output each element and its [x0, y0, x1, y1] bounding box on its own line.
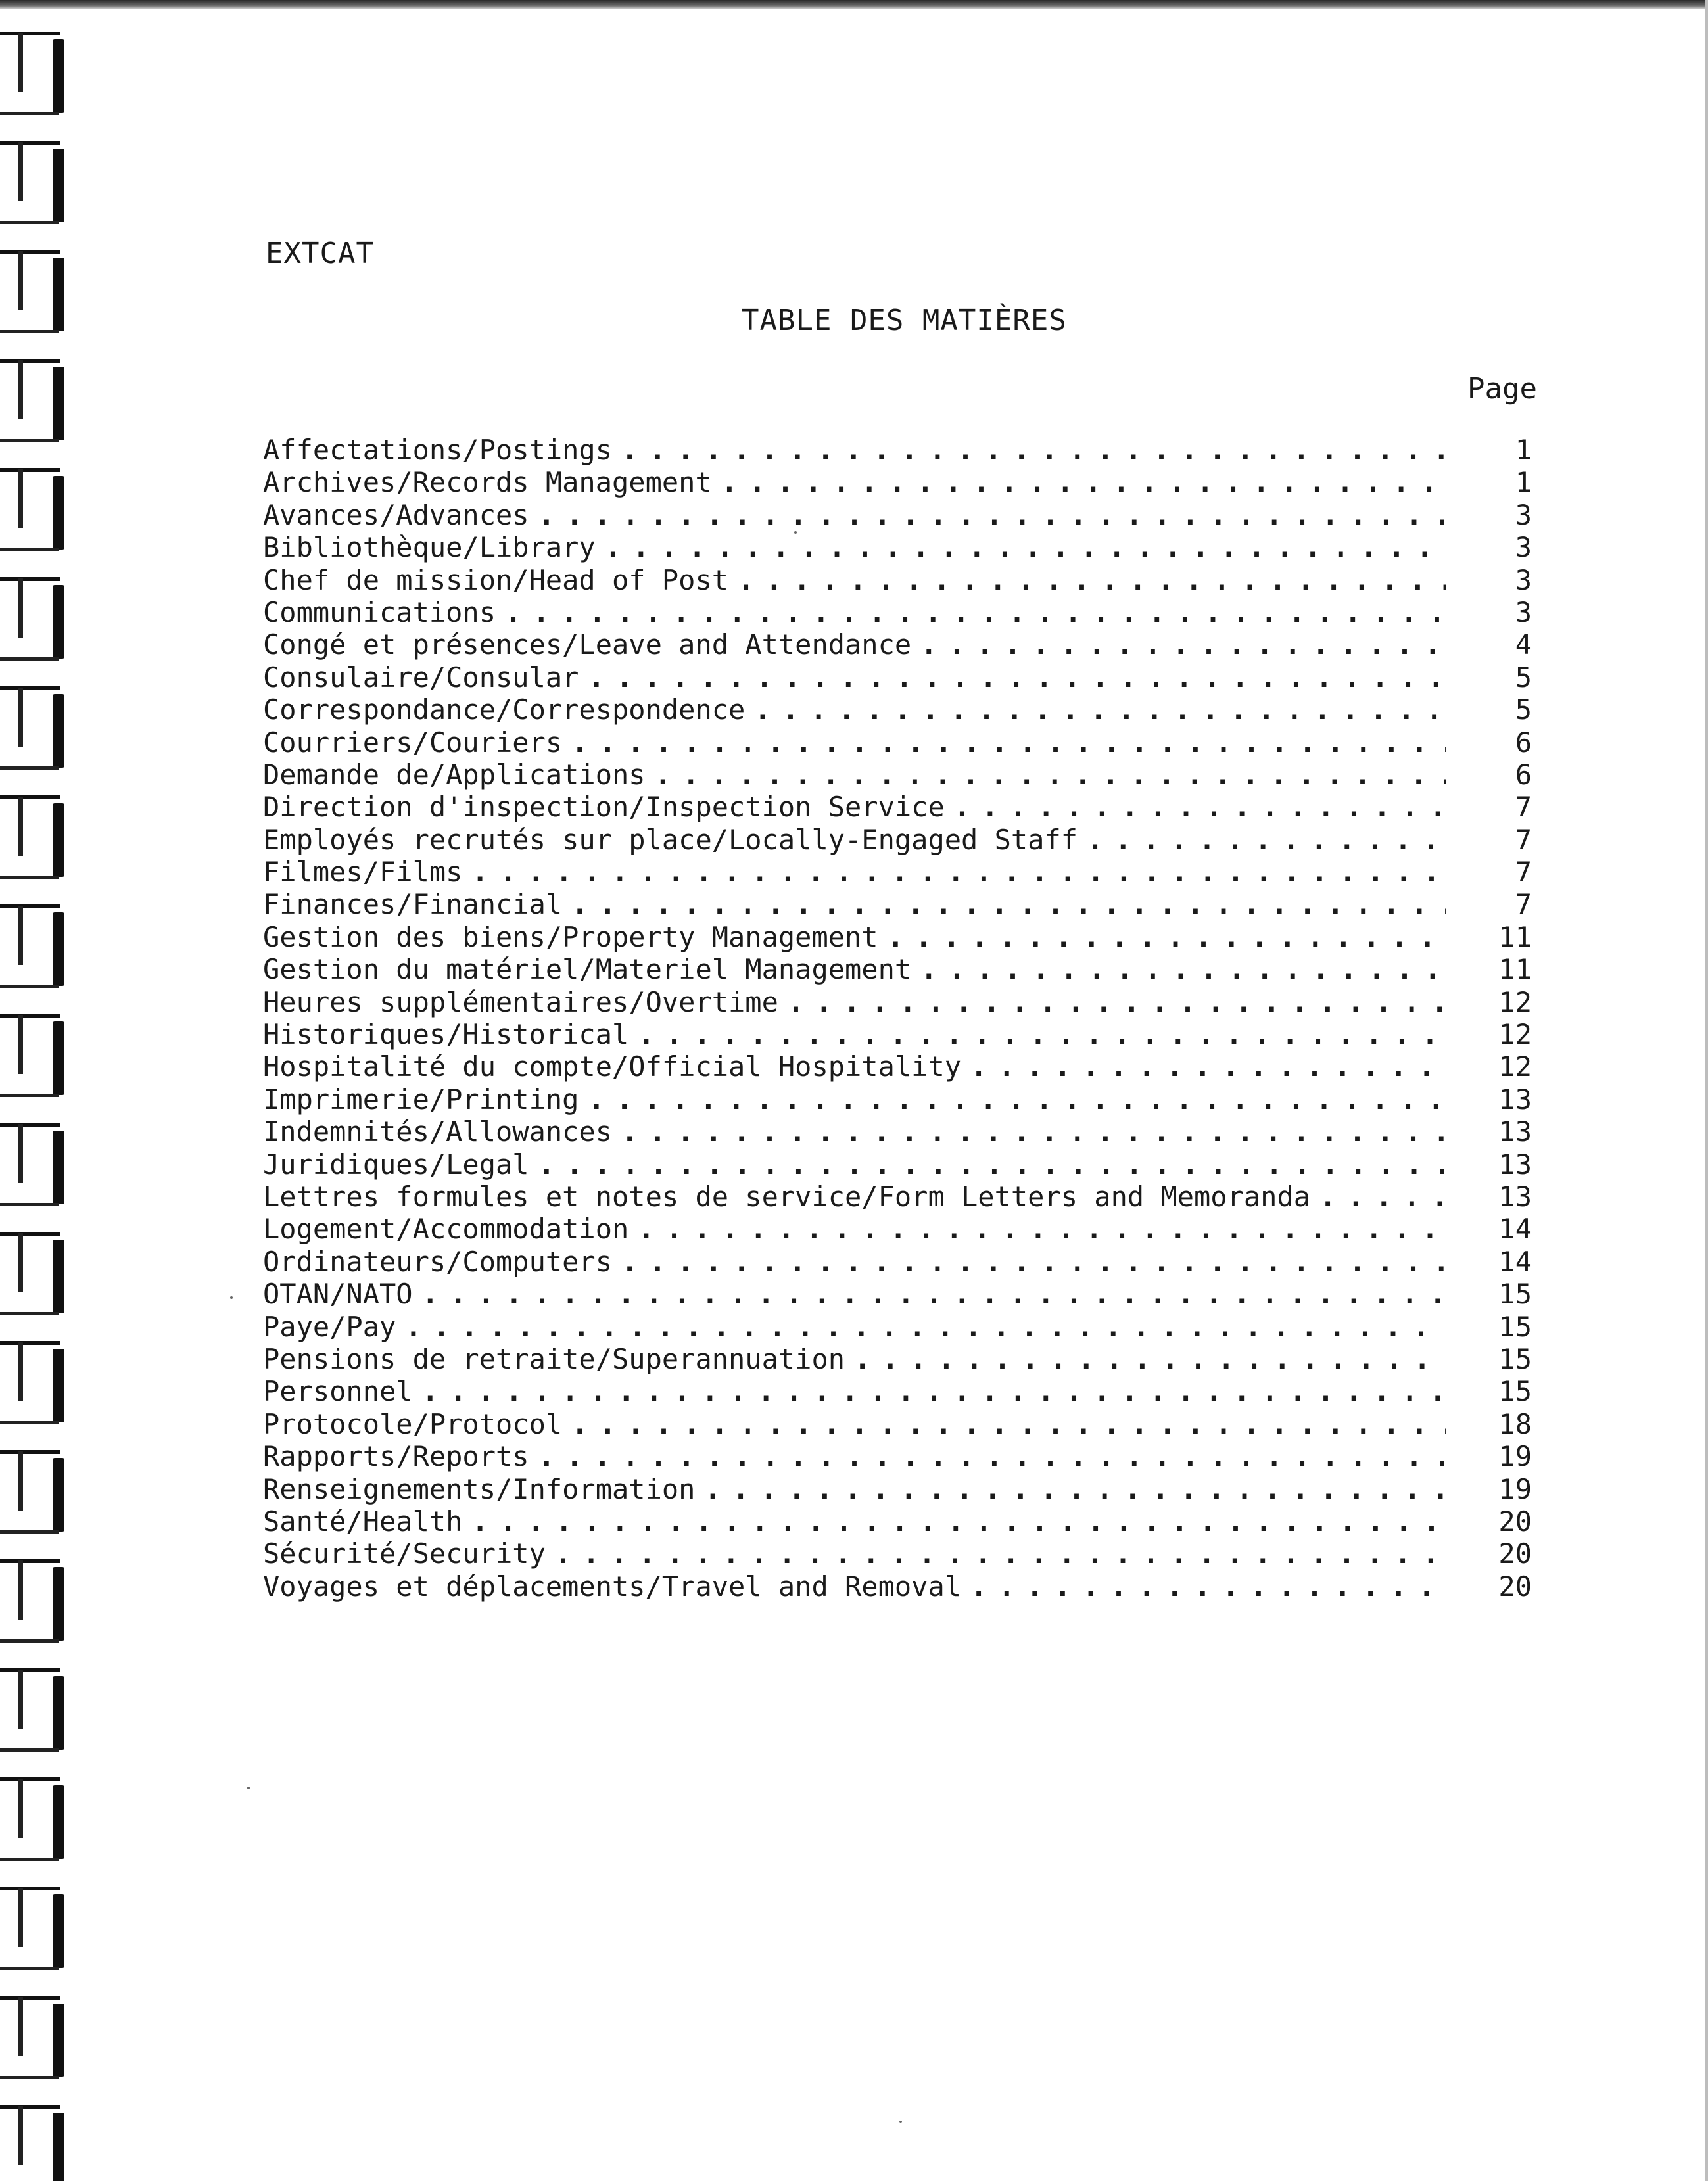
toc-entry: [263, 693, 1532, 726]
toc-entry-label: Indemnités/Allowances: [263, 1115, 613, 1148]
toc-entry-page: 13: [1498, 1180, 1532, 1213]
toc-entry-label: Bibliothèque/Library: [263, 531, 596, 564]
binding-ring: [0, 1104, 85, 1216]
binding-ring: [0, 1977, 85, 2089]
toc-entry: [263, 824, 1532, 856]
toc-entry-label: Demande de/Applications: [263, 758, 646, 791]
toc-entry: [263, 888, 1532, 920]
toc-entry-label: Logement/Accommodation: [263, 1213, 629, 1246]
toc-entry-label: Lettres formules et notes de service/Form Letters and Memoranda: [263, 1180, 1311, 1213]
toc-entry-page: 6: [1515, 758, 1532, 791]
toc-entry-label: Rapports/Reports: [263, 1440, 529, 1473]
toc-entry-page: 4: [1515, 628, 1532, 661]
binding-ring: [0, 231, 85, 343]
toc-entry: [263, 856, 1532, 888]
scan-speck: [230, 1296, 233, 1299]
toc-entry: [263, 1408, 1532, 1440]
toc-entry-label: Communications: [263, 596, 496, 628]
binding-ring: [0, 1323, 85, 1434]
toc-entry-page: 7: [1515, 856, 1532, 889]
binding-ring: [0, 777, 85, 889]
toc-entry: [263, 1050, 1532, 1083]
toc-entry-label: Employés recrutés sur place/Locally-Engaged Staff: [263, 823, 1078, 856]
dot-leader: [471, 856, 1446, 888]
toc-entry-label: Pensions de retraite/Superannuation: [263, 1342, 845, 1375]
binding-ring: [0, 1759, 85, 1871]
toc-entry: [263, 499, 1532, 531]
toc-entry: [263, 1505, 1532, 1537]
toc-entry-page: 5: [1515, 661, 1532, 693]
table-of-contents: [263, 434, 1532, 1603]
toc-entry-page: 14: [1498, 1213, 1532, 1246]
dot-leader: [638, 1018, 1446, 1050]
toc-entry: [263, 726, 1532, 759]
binding-ring: [0, 1213, 85, 1325]
binding-ring: [0, 340, 85, 452]
toc-entry-label: OTAN/NATO: [263, 1278, 413, 1311]
toc-entry-label: Gestion des biens/Property Management: [263, 920, 878, 953]
toc-entry: [263, 791, 1532, 823]
toc-entry-page: 12: [1498, 1018, 1532, 1051]
binding-ring: [0, 668, 85, 780]
toc-entry-label: Juridiques/Legal: [263, 1148, 529, 1181]
toc-entry: [263, 434, 1532, 466]
dot-leader: [588, 1083, 1446, 1115]
scan-speck: [794, 531, 797, 534]
toc-entry-page: 15: [1498, 1342, 1532, 1375]
toc-entry-label: Sécurité/Security: [263, 1537, 546, 1570]
dot-leader: [621, 1115, 1446, 1148]
binding-ring: [0, 2086, 85, 2181]
dot-leader: [638, 1213, 1446, 1245]
dot-leader: [704, 1473, 1446, 1505]
dot-leader: [754, 693, 1446, 726]
binding-ring: [0, 1650, 85, 1762]
toc-entry-page: 3: [1515, 531, 1532, 564]
toc-entry: [263, 1213, 1532, 1245]
toc-entry-label: Avances/Advances: [263, 498, 529, 531]
dot-leader: [970, 1570, 1446, 1603]
toc-entry: [263, 1181, 1532, 1213]
dot-leader: [1319, 1181, 1446, 1213]
toc-entry-page: 13: [1498, 1083, 1532, 1115]
toc-entry-label: Hospitalité du compte/Official Hospitality: [263, 1050, 962, 1083]
dot-leader: [721, 466, 1446, 498]
toc-entry-label: Santé/Health: [263, 1505, 463, 1537]
dot-leader: [571, 726, 1446, 759]
page-column-header: Page: [1467, 372, 1537, 406]
toc-entry-label: Direction d'inspection/Inspection Service: [263, 791, 945, 824]
toc-entry-page: 12: [1498, 1050, 1532, 1083]
dot-leader: [954, 791, 1446, 823]
dot-leader: [422, 1375, 1446, 1407]
toc-entry-label: Personnel: [263, 1375, 413, 1408]
dot-leader: [505, 596, 1446, 628]
toc-entry-label: Voyages et déplacements/Travel and Removal: [263, 1570, 962, 1603]
dot-leader: [571, 888, 1446, 920]
toc-entry: [263, 531, 1532, 563]
toc-entry-page: 5: [1515, 693, 1532, 726]
dot-leader: [621, 1246, 1446, 1278]
toc-entry: [263, 1148, 1532, 1181]
toc-entry-label: Courriers/Couriers: [263, 726, 563, 759]
toc-entry-label: Filmes/Films: [263, 856, 463, 889]
toc-entry-label: Imprimerie/Printing: [263, 1083, 579, 1115]
toc-entry-label: Renseignements/Information: [263, 1472, 696, 1505]
dot-leader: [655, 759, 1446, 791]
toc-entry: [263, 596, 1532, 628]
scan-speck: [899, 2121, 902, 2123]
toc-entry: [263, 564, 1532, 596]
dot-leader: [588, 661, 1446, 693]
page-title: TABLE DES MATIÈRES: [742, 304, 1067, 337]
toc-entry-page: 1: [1515, 466, 1532, 499]
toc-entry-page: 6: [1515, 726, 1532, 759]
document-code: EXTCAT: [266, 237, 374, 270]
scan-top-edge: [0, 0, 1708, 9]
binding-ring: [0, 559, 85, 670]
dot-leader: [920, 953, 1446, 985]
toc-entry: [263, 1115, 1532, 1148]
toc-entry-page: 13: [1498, 1148, 1532, 1181]
toc-entry-page: 7: [1515, 791, 1532, 824]
toc-entry-page: 1: [1515, 434, 1532, 466]
toc-entry-page: 7: [1515, 823, 1532, 856]
dot-leader: [920, 628, 1446, 661]
dot-leader: [538, 499, 1446, 531]
toc-entry: [263, 986, 1532, 1018]
toc-entry-label: Protocole/Protocol: [263, 1407, 563, 1440]
toc-entry-label: Heures supplémentaires/Overtime: [263, 985, 778, 1018]
toc-entry-page: 11: [1498, 920, 1532, 953]
toc-entry-page: 3: [1515, 563, 1532, 596]
binding-ring: [0, 995, 85, 1107]
dot-leader: [571, 1408, 1446, 1440]
toc-entry-page: 15: [1498, 1310, 1532, 1343]
toc-entry-page: 3: [1515, 498, 1532, 531]
binding-ring: [0, 1432, 85, 1543]
toc-entry-label: Archives/Records Management: [263, 466, 712, 499]
toc-entry-label: Correspondance/Correspondence: [263, 693, 746, 726]
toc-entry-page: 15: [1498, 1375, 1532, 1408]
toc-entry-page: 20: [1498, 1537, 1532, 1570]
toc-entry: [263, 1018, 1532, 1050]
toc-entry-page: 12: [1498, 985, 1532, 1018]
dot-leader: [738, 564, 1446, 596]
toc-entry: [263, 1375, 1532, 1407]
dot-leader: [854, 1343, 1446, 1375]
dot-leader: [538, 1148, 1446, 1181]
toc-entry-page: 3: [1515, 596, 1532, 628]
toc-entry: [263, 1343, 1532, 1375]
toc-entry-label: Consulaire/Consular: [263, 661, 579, 693]
scan-right-edge: [1705, 0, 1708, 2181]
toc-entry-page: 11: [1498, 953, 1532, 986]
dot-leader: [621, 434, 1446, 466]
binding-ring: [0, 13, 85, 125]
toc-entry-page: 18: [1498, 1407, 1532, 1440]
toc-entry-page: 19: [1498, 1440, 1532, 1473]
dot-leader: [538, 1440, 1446, 1472]
toc-entry: [263, 921, 1532, 953]
toc-entry-label: Affectations/Postings: [263, 434, 613, 466]
toc-entry-label: Congé et présences/Leave and Attendance: [263, 628, 912, 661]
dot-leader: [970, 1050, 1446, 1083]
toc-entry-page: 14: [1498, 1245, 1532, 1278]
toc-entry: [263, 1311, 1532, 1343]
toc-entry-label: Ordinateurs/Computers: [263, 1245, 613, 1278]
toc-entry-page: 13: [1498, 1115, 1532, 1148]
toc-entry: [263, 628, 1532, 661]
toc-entry: [263, 1570, 1532, 1603]
dot-leader: [405, 1311, 1446, 1343]
toc-entry: [263, 661, 1532, 693]
toc-entry-page: 20: [1498, 1570, 1532, 1603]
toc-entry: [263, 1473, 1532, 1505]
toc-entry: [263, 1083, 1532, 1115]
toc-entry-label: Finances/Financial: [263, 888, 563, 921]
toc-entry: [263, 466, 1532, 498]
toc-entry-page: 7: [1515, 888, 1532, 921]
toc-entry-label: Chef de mission/Head of Post: [263, 563, 729, 596]
toc-entry: [263, 953, 1532, 985]
toc-entry: [263, 1440, 1532, 1472]
toc-entry-page: 19: [1498, 1472, 1532, 1505]
binding-ring: [0, 450, 85, 561]
toc-entry-label: Historiques/Historical: [263, 1018, 629, 1051]
toc-entry-label: Gestion du matériel/Materiel Management: [263, 953, 912, 986]
dot-leader: [555, 1537, 1446, 1570]
toc-entry-label: Paye/Pay: [263, 1310, 396, 1343]
toc-entry-page: 20: [1498, 1505, 1532, 1537]
toc-entry-page: 15: [1498, 1278, 1532, 1311]
toc-entry: [263, 759, 1532, 791]
binding-ring: [0, 1541, 85, 1653]
spiral-binding: [0, 13, 85, 2181]
dot-leader: [888, 921, 1446, 953]
binding-ring: [0, 1868, 85, 1980]
dot-leader: [422, 1278, 1446, 1310]
binding-ring: [0, 122, 85, 234]
scan-speck: [247, 1787, 250, 1789]
binding-ring: [0, 886, 85, 998]
dot-leader: [471, 1505, 1446, 1537]
toc-entry: [263, 1246, 1532, 1278]
toc-entry: [263, 1278, 1532, 1310]
dot-leader: [1087, 824, 1446, 856]
dot-leader: [788, 986, 1446, 1018]
dot-leader: [605, 531, 1446, 563]
toc-entry: [263, 1537, 1532, 1570]
